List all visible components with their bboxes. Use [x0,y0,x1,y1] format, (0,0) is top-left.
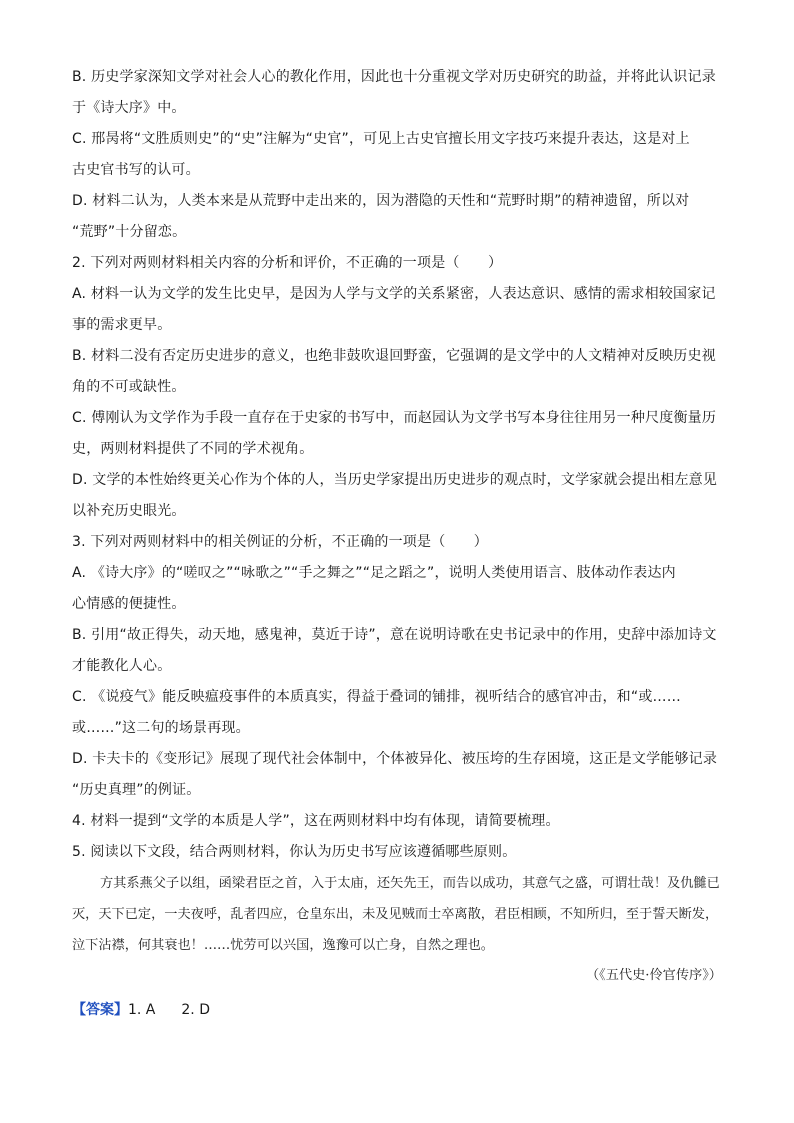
classical-passage: 方其系燕父子以组，函梁君臣之首，入于太庙，还矢先王，而告以成功，其意气之盛，可谓壮哉！及仇雠已灭，天下已定，一夫夜呼，乱者四应，仓皇东出，未及见贼而士卒离散，君臣相顾，不知所归，至于誓天断发，泣下沾襟，何其衰也！……忧劳可以兴国，逸豫可以亡身，自然之理也。 [72,876,720,953]
answer-q1: 1. A [128,1002,156,1018]
answer-tag: 【答案】 [72,1002,128,1018]
q2-option-c-line2: 史，两则材料提供了不同的学术视角。 [72,441,314,457]
option-b-line1: B. 历史学家深知文学对社会人心的教化作用，因此也十分重视文学对历史研究的助益，并将此认识记录 [72,69,716,85]
q3-option-a-line2: 心情感的便捷性。 [72,596,186,612]
q2-option-c-line1: C. 傅刚认为文学作为手段一直存在于史家的书写中，而赵园认为文学书写本身往往用另一种尺度衡量历 [72,410,717,426]
option-d-line2: “荒野”十分留恋。 [72,224,187,240]
q3-option-b-line2: 才能教化人心。 [72,658,172,674]
document-page [72,62,722,1026]
q2-option-b-line1: B. 材料二没有否定历史进步的意义，也绝非鼓吹退回野蛮，它强调的是文学中的人文精神对反映历史视 [72,348,716,364]
option-c-line2: 古史官书写的认可。 [72,162,200,178]
q3-option-c-line1: C. 《说疫气》能反映瘟疫事件的本质真实，得益于叠词的铺排，视听结合的感官冲击，和“或…… [72,689,681,705]
q3-option-a-line1: A. 《诗大序》的“嗟叹之”“咏歌之”“手之舞之”“足之蹈之”，说明人类使用语言、肢体动作表达内 [72,565,676,581]
q3-option-c-line2: 或……”这二句的场景再现。 [72,720,250,736]
option-c-line1: C. 邢昺将“文胜质则史”的“史”注解为“史官”，可见上古史官擅长用文字技巧来提升表达，这是对上 [72,131,690,147]
option-d-line1: D. 材料二认为，人类本来是从荒野中走出来的，因为潜隐的天性和“荒野时期”的精神遗留，所以对 [72,193,690,209]
q2-option-b-line2: 角的不可或缺性。 [72,379,186,395]
answer-line [72,995,722,1026]
option-b-line2: 于《诗大序》中。 [72,100,186,116]
q3-option-b-line1: B. 引用“故正得失，动天地，感鬼神，莫近于诗”，意在说明诗歌在史书记录中的作用，史辞中添加诗文 [72,627,717,643]
q2-option-a-line2: 事的需求更早。 [72,317,172,333]
q3-option-d-line1: D. 卡夫卡的《变形记》展现了现代社会体制中，个体被异化、被压垮的生存困境，这正是文学能够记录 [72,751,718,767]
question-2: 2. 下列对两则材料相关内容的分析和评价，不正确的一项是（ ） [72,255,503,271]
q3-option-d-line2: “历史真理”的例证。 [72,782,201,798]
q2-option-a-line1: A. 材料一认为文学的发生比史早，是因为人学与文学的关系紧密，人表达意识、感情的需求相较国家记 [72,286,716,302]
answer-q2: 2. D [181,1002,210,1018]
question-3: 3. 下列对两则材料中的相关例证的分析，不正确的一项是（ ） [72,534,489,550]
question-5: 5. 阅读以下文段，结合两则材料，你认为历史书写应该遵循哪些原则。 [72,844,517,860]
q2-option-d-line1: D. 文学的本性始终更关心作为个体的人，当历史学家提出历史进步的观点时，文学家就会提出相左意见 [72,472,718,488]
q2-option-d-line2: 以补充历史眼光。 [72,503,186,519]
passage-source: （《五代史·伶官传序》） [585,968,722,983]
question-4: 4. 材料一提到“文学的本质是人学”，这在两则材料中均有体现，请简要梳理。 [72,813,560,829]
